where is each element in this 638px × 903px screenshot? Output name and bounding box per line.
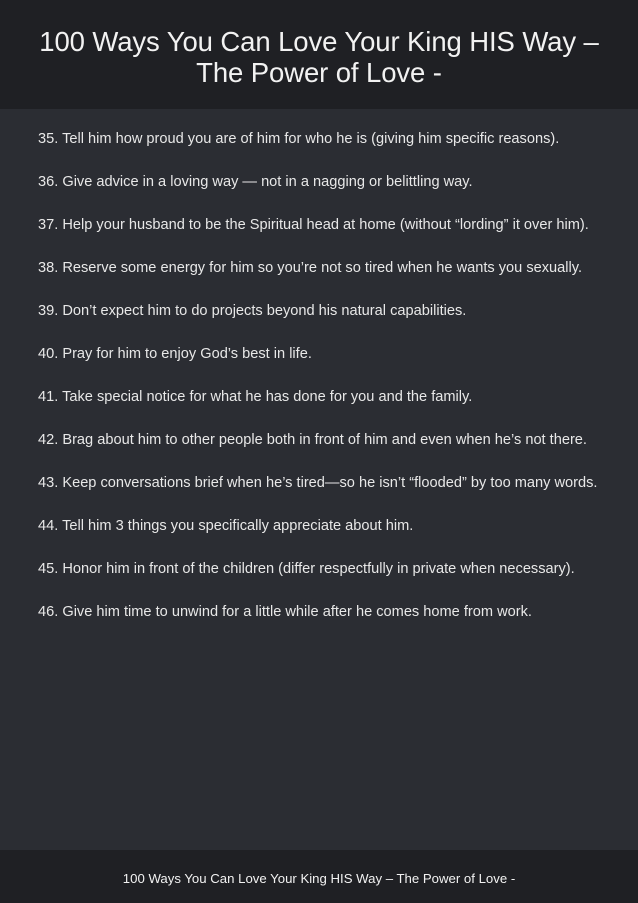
list-item: 39. Don’t expect him to do projects beyond his natural capabilities. [38, 303, 467, 319]
list-item: 40. Pray for him to enjoy God’s best in life. [38, 346, 312, 362]
page-title-line-1: 100 Ways You Can Love Your King HIS Way – [39, 26, 599, 57]
page-header [0, 0, 638, 109]
list-item: 44. Tell him 3 things you specifically appreciate about him. [38, 518, 414, 534]
list-item: 37. Help your husband to be the Spiritual head at home (without “lording” it over him). [38, 217, 589, 233]
list-item: 45. Honor him in front of the children (differ respectfully in private when necessary). [38, 561, 575, 577]
list-item: 42. Brag about him to other people both in front of him and even when he’s not there. [38, 432, 587, 448]
footer-text: 100 Ways You Can Love Your King HIS Way – The Power of Love - [122, 871, 516, 886]
list-item: 41. Take special notice for what he has done for you and the family. [38, 389, 473, 405]
page-title [0, 26, 638, 88]
page-title-line-2: The Power of Love - [196, 57, 442, 88]
list-item: 43. Keep conversations brief when he’s tired—so he isn’t “flooded” by too many words. [38, 475, 598, 491]
page-footer [0, 850, 638, 903]
list-item: 35. Tell him how proud you are of him for who he is (giving him specific reasons). [38, 131, 560, 147]
list-item: 46. Give him time to unwind for a little while after he comes home from work. [38, 604, 532, 620]
list-item: 36. Give advice in a loving way — not in a nagging or belittling way. [38, 174, 473, 190]
list-item: 38. Reserve some energy for him so you’re not so tired when he wants you sexually. [38, 260, 583, 276]
main-content [38, 128, 600, 644]
